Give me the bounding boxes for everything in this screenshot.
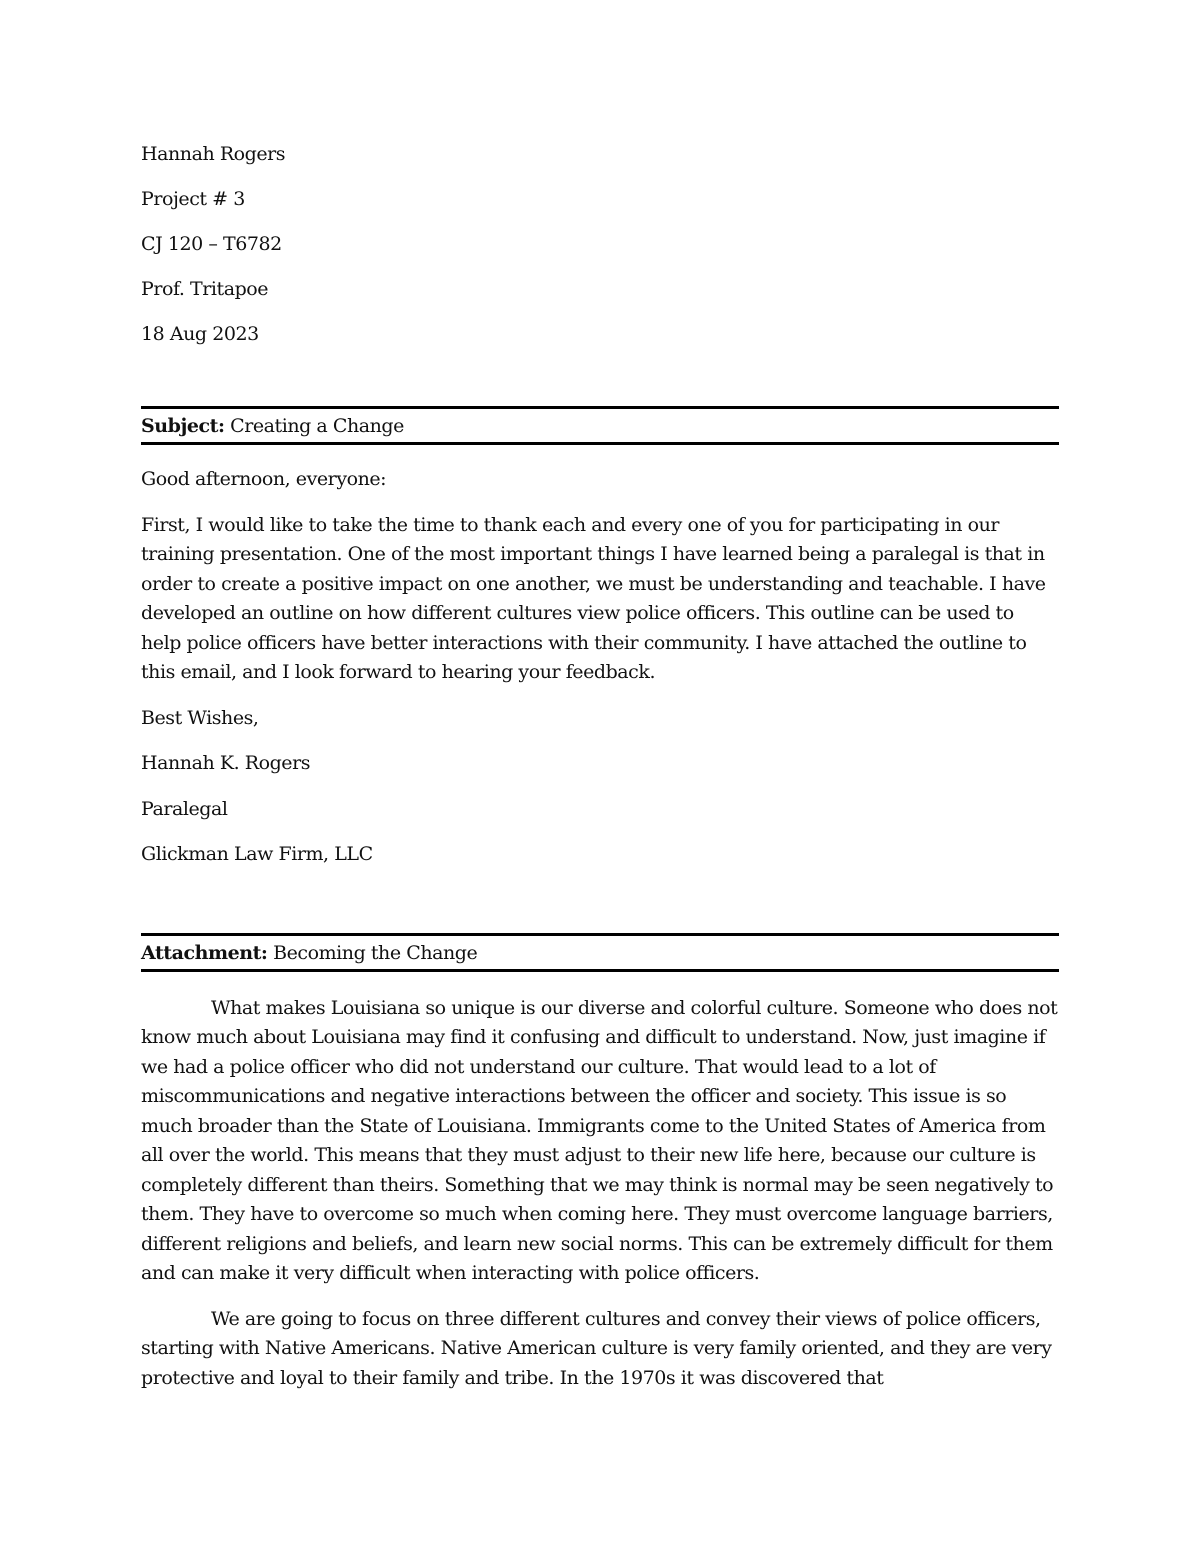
subject-section: [141, 406, 1059, 445]
email-paragraph: First, I would like to take the time to thank each and every one of you for participating in our training presentation. One of the most important things I have learned being a paralegal is that in order to create a positive impact on one another, we must be understanding and teachable. I have developed an outline on how different cultures view police officers. This outline can be used to help police officers have better interactions with their community. I have attached the outline to this email, and I look forward to hearing your feedback.: [141, 513, 1046, 683]
signature-title: Paralegal: [141, 797, 228, 820]
attachment-value: Becoming the Change: [267, 941, 478, 964]
signature-firm: Glickman Law Firm, LLC: [141, 843, 373, 865]
attachment-paragraph-1: What makes Louisiana so unique is our diverse and colorful culture. Someone who does not know much about Louisiana may find it confusing and difficult to understand. Now, just imagine if we had a police officer who did not understand our culture. That would lead to a lot of miscommunications and negative interactions between the officer and society. This issue is so much broader than the State of Louisiana. Immigrants come to the United States of America from all over the world. This means that they must adjust to their new life here, because our culture is completely different than theirs. Something that we may think is normal may be seen negatively to them. They have to overcome so much when coming here. They must overcome language barriers, different religions and beliefs, and learn new social norms. This can be extremely difficult for them and can make it very difficult when interacting with police officers.: [141, 996, 1058, 1284]
email-greeting: Good afternoon, everyone:: [141, 468, 387, 490]
course-code: CJ 120 – T6782: [141, 233, 282, 255]
subject-label: Subject:: [141, 415, 225, 437]
subject-value: Creating a Change: [224, 415, 404, 437]
document-date: 18 Aug 2023: [141, 323, 259, 345]
email-closing: Best Wishes,: [141, 706, 259, 729]
attachment-paragraph-2: We are going to focus on three different cultures and convey their views of police officers, starting with Native Americans. Native American culture is very family oriented, and they are very protective and loyal to their family and tribe. In the 1970s it was discovered that: [141, 1307, 1052, 1389]
project-number: Project # 3: [141, 188, 245, 210]
attachment-line: [141, 936, 1059, 969]
attachment-section: [141, 933, 1059, 972]
attachment-body: [141, 994, 1059, 1394]
email-body: [141, 465, 1059, 870]
attachment-label: Attachment:: [141, 941, 268, 964]
document-content: [141, 140, 1059, 1409]
subject-line: [141, 409, 1059, 442]
signature-name: Hannah K. Rogers: [141, 752, 311, 774]
professor-name: Prof. Tritapoe: [141, 278, 269, 300]
header-block: [141, 140, 1059, 349]
author-name: Hannah Rogers: [141, 143, 286, 165]
